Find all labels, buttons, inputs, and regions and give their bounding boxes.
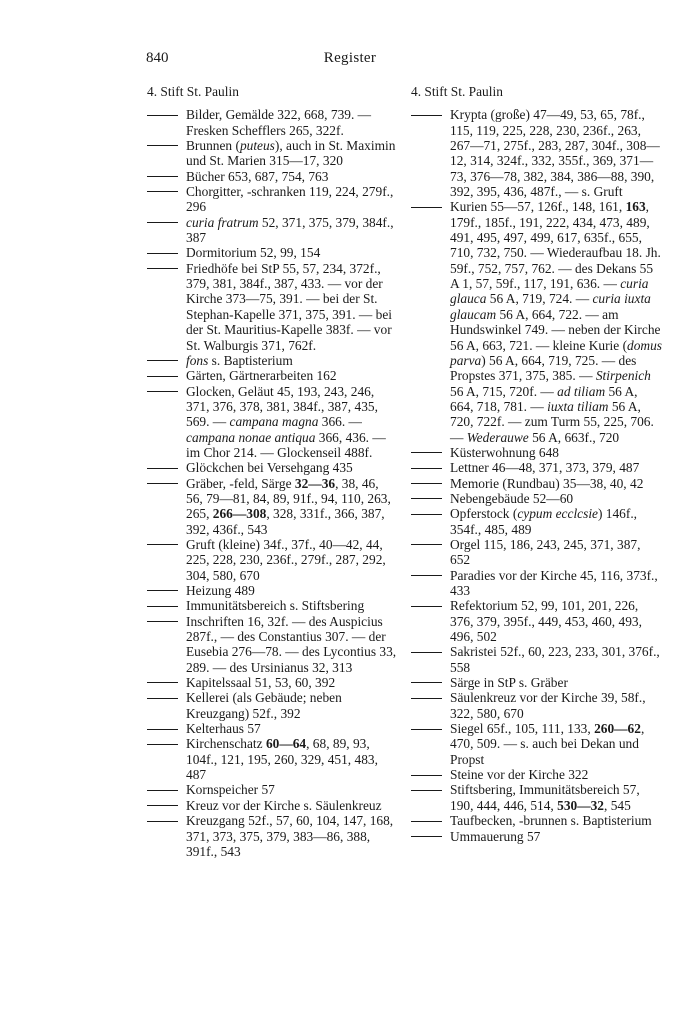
entry-text: Inschriften 16, 32f. — des Auspicius 287f., — des Constantius 307. — der Eusebia 276—78. — des Lycontius 33, 289. — des Ursinianus 32, 313: [186, 613, 397, 675]
index-entry: [147, 261, 397, 353]
index-entry: [411, 829, 662, 844]
entry-text: Kellerei (als Gebäude; neben Kreuzgang) 52f., 392: [186, 690, 342, 721]
entry-dash: [147, 682, 178, 683]
entry-dash: [147, 145, 178, 146]
index-entry: [411, 568, 662, 599]
section-heading: 4. Stift St. Paulin: [147, 84, 239, 99]
page-number: 840: [146, 50, 169, 66]
entry-text: Gräber, -feld, Särge 32—36, 38, 46, 56, 79—81, 84, 89, 91f., 94, 110, 263, 265, 266—308, 328, 331f., 366, 387, 392, 436f., 543: [186, 475, 391, 537]
entry-dash: [147, 744, 178, 745]
entry-dash: [411, 821, 442, 822]
entry-text: Immunitätsbereich s. Stiftsbering: [186, 598, 365, 614]
index-entry: [411, 675, 662, 690]
entry-dash: [411, 652, 442, 653]
entry-text: Heizung 489: [186, 583, 255, 598]
entry-text: Stiftsbering, Immunitätsbereich 57, 190, 444, 446, 514, 530—32, 545: [450, 782, 640, 813]
entry-text: Kurien 55—57, 126f., 148, 161, 163, 179f., 185f., 191, 222, 434, 473, 489, 491, 495, 497, 499, 617, 635f., 655, 710, 732, 750. — Wiederaufbau 18. Jh. 59f., 752, 757, 762. — des Dekans 55 A 1, 57, 59f., 117, 191, 636. — curia glauca 56 A, 719, 724. — curia iuxta glaucam 56 A, 664, 722. — am Hundswinkel 749. — neben der Kirche 56 A, 663, 721. — kleine Kurie (domus parva) 56 A, 664, 719, 725. — des Propstes 371, 375, 385. — Stirpenich 56 A, 715, 720f. — ad tiliam 56 A, 664, 718, 781. — iuxta tiliam 56 A, 720, 722f. — zum Turm 55, 225, 706. — Wederauwe 56 A, 663f., 720: [450, 199, 662, 445]
index-entry: [147, 184, 397, 215]
entry-text: Memorie (Rundbau) 35—38, 40, 42: [450, 475, 644, 491]
entry-dash: [411, 729, 442, 730]
index-entry: [411, 767, 662, 782]
entry-text: Bilder, Gemälde 322, 668, 739. — Fresken Schefflers 265, 322f.: [186, 107, 372, 138]
entry-dash: [147, 222, 178, 223]
entry-text: Orgel 115, 186, 243, 245, 371, 387, 652: [450, 536, 641, 568]
entry-text: Säulenkreuz vor der Kirche 39, 58f., 322, 580, 670: [450, 690, 646, 721]
index-entry: [147, 736, 397, 782]
index-entry: [411, 537, 662, 568]
entry-dash: [411, 790, 442, 791]
entry-dash: [147, 821, 178, 822]
index-entry: [147, 384, 397, 461]
index-entry: [147, 138, 397, 169]
entry-text: Krypta (große) 47—49, 53, 65, 78f., 115, 119, 225, 228, 230, 236f., 263, 267—71, 275f., 283, 287, 304f., 308—12, 314, 324f., 332, 355f., 369, 371—73, 376—78, 382, 384, 386—88, 390, 392, 395, 436, 487f., — s. Gruft: [450, 107, 660, 200]
entry-dash: [147, 698, 178, 699]
index-entry: [147, 782, 397, 797]
entry-dash: [411, 544, 442, 545]
entry-dash: [147, 544, 178, 545]
entry-dash: [147, 790, 178, 791]
index-entry: [147, 215, 397, 246]
index-column-right: [411, 84, 662, 844]
index-entry: [147, 368, 397, 383]
index-column-left: [147, 84, 397, 859]
index-entry: [411, 721, 662, 767]
entry-dash: [147, 621, 178, 622]
entry-dash: [411, 483, 442, 484]
entry-text: Glocken, Geläut 45, 193, 243, 246, 371, 376, 378, 381, 384f., 387, 435, 569. — campana magna 366. — campana nonae antiqua 366, 436. — im Chor 214. — Glockenseil 488f.: [186, 383, 386, 460]
index-entry: [147, 614, 397, 675]
entry-text: Kirchenschatz 60—64, 68, 89, 93, 104f., 121, 195, 260, 329, 451, 483, 487: [186, 736, 378, 783]
entry-list: [411, 107, 662, 844]
section-heading: 4. Stift St. Paulin: [411, 84, 503, 99]
index-entry: [147, 476, 397, 537]
entry-dash: [147, 191, 178, 192]
index-entry: [147, 460, 397, 475]
entry-dash: [411, 468, 442, 469]
entry-text: Särge in StP s. Gräber: [450, 675, 568, 691]
entry-dash: [147, 483, 178, 484]
index-entry: [147, 813, 397, 859]
index-entry: [147, 537, 397, 583]
index-entry: [147, 721, 397, 736]
index-entry: [411, 460, 662, 475]
index-entry: [147, 598, 397, 613]
entry-dash: [147, 376, 178, 377]
entry-dash: [147, 176, 178, 177]
entry-dash: [147, 268, 178, 269]
entry-text: Kreuz vor der Kirche s. Säulenkreuz: [186, 797, 382, 813]
entry-text: Ummauerung 57: [450, 828, 541, 844]
index-entry: [411, 782, 662, 813]
entry-text: Kornspeicher 57: [186, 782, 275, 798]
entry-dash: [147, 729, 178, 730]
entry-text: Lettner 46—48, 371, 373, 379, 487: [450, 460, 640, 476]
index-entry: [147, 245, 397, 260]
entry-list: [147, 107, 397, 859]
entry-dash: [411, 452, 442, 453]
entry-text: Gärten, Gärtnerarbeiten 162: [186, 368, 337, 384]
entry-text: Bücher 653, 687, 754, 763: [186, 168, 329, 184]
entry-dash: [411, 836, 442, 837]
entry-text: Steine vor der Kirche 322: [450, 767, 589, 783]
entry-dash: [411, 207, 442, 208]
entry-text: Glöckchen bei Versehgang 435: [186, 460, 353, 476]
entry-text: Kreuzgang 52f., 57, 60, 104, 147, 168, 371, 373, 375, 379, 383—86, 388, 391f., 543: [186, 813, 394, 859]
entry-text: Friedhöfe bei StP 55, 57, 234, 372f., 379, 381, 384f., 387, 433. — vor der Kirche 373—75, 391. — bei der St. Stephan-Kapelle 371, 375, 391. — bei der St. Mauritius-Kapelle 383f. — vor St. Walburgis 371, 762f.: [186, 260, 393, 353]
entry-dash: [411, 115, 442, 116]
index-entry: [411, 598, 662, 644]
entry-dash: [147, 391, 178, 392]
index-entry: [411, 199, 662, 445]
entry-text: Brunnen (puteus), auch in St. Maximin und St. Marien 315—17, 320: [186, 138, 396, 169]
entry-text: Nebengebäude 52—60: [450, 490, 574, 506]
index-entry: [147, 798, 397, 813]
entry-dash: [411, 498, 442, 499]
entry-dash: [411, 775, 442, 776]
index-entry: [147, 583, 397, 598]
index-entry: [411, 107, 662, 199]
index-entry: [147, 675, 397, 690]
entry-dash: [411, 514, 442, 515]
entry-dash: [147, 805, 178, 806]
index-entry: [411, 445, 662, 460]
entry-text: Opferstock (cypum ecclcsie) 146f., 354f., 485, 489: [450, 506, 638, 537]
index-entry: [147, 353, 397, 368]
entry-text: Siegel 65f., 105, 111, 133, 260—62, 470, 509. — s. auch bei Dekan und Propst: [450, 721, 645, 767]
entry-dash: [147, 360, 178, 361]
entry-text: curia fratrum 52, 371, 375, 379, 384f., 387: [186, 214, 394, 246]
index-entry: [411, 491, 662, 506]
index-entry: [147, 169, 397, 184]
entry-text: Sakristei 52f., 60, 223, 233, 301, 376f., 558: [450, 644, 660, 675]
entry-text: Kapitelssaal 51, 53, 60, 392: [186, 675, 336, 691]
index-entry: [147, 690, 397, 721]
running-head: Register: [323, 50, 377, 66]
index-entry: [147, 107, 397, 138]
entry-dash: [147, 253, 178, 254]
entry-dash: [147, 468, 178, 469]
entry-text: Paradies vor der Kirche 45, 116, 373f., 433: [450, 567, 658, 598]
index-entry: [411, 506, 662, 537]
entry-dash: [411, 606, 442, 607]
entry-dash: [411, 575, 442, 576]
entry-text: Refektorium 52, 99, 101, 201, 226, 376, 379, 395f., 449, 453, 460, 493, 496, 502: [450, 598, 642, 645]
entry-text: Küsterwohnung 648: [450, 444, 559, 460]
index-entry: [411, 644, 662, 675]
entry-dash: [147, 590, 178, 591]
entry-text: Taufbecken, -brunnen s. Baptisterium: [450, 813, 652, 829]
entry-text: fons s. Baptisterium: [186, 352, 293, 368]
entry-text: Gruft (kleine) 34f., 37f., 40—42, 44, 225, 228, 230, 236f., 279f., 287, 292, 304, 580, 670: [186, 536, 386, 583]
entry-text: Dormitorium 52, 99, 154: [186, 245, 321, 261]
entry-dash: [147, 606, 178, 607]
entry-dash: [411, 698, 442, 699]
index-entry: [411, 476, 662, 491]
entry-dash: [411, 682, 442, 683]
entry-dash: [147, 115, 178, 116]
index-entry: [411, 813, 662, 828]
index-entry: [411, 690, 662, 721]
entry-text: Kelterhaus 57: [186, 721, 261, 737]
entry-text: Chorgitter, -schranken 119, 224, 279f., 296: [186, 184, 394, 215]
